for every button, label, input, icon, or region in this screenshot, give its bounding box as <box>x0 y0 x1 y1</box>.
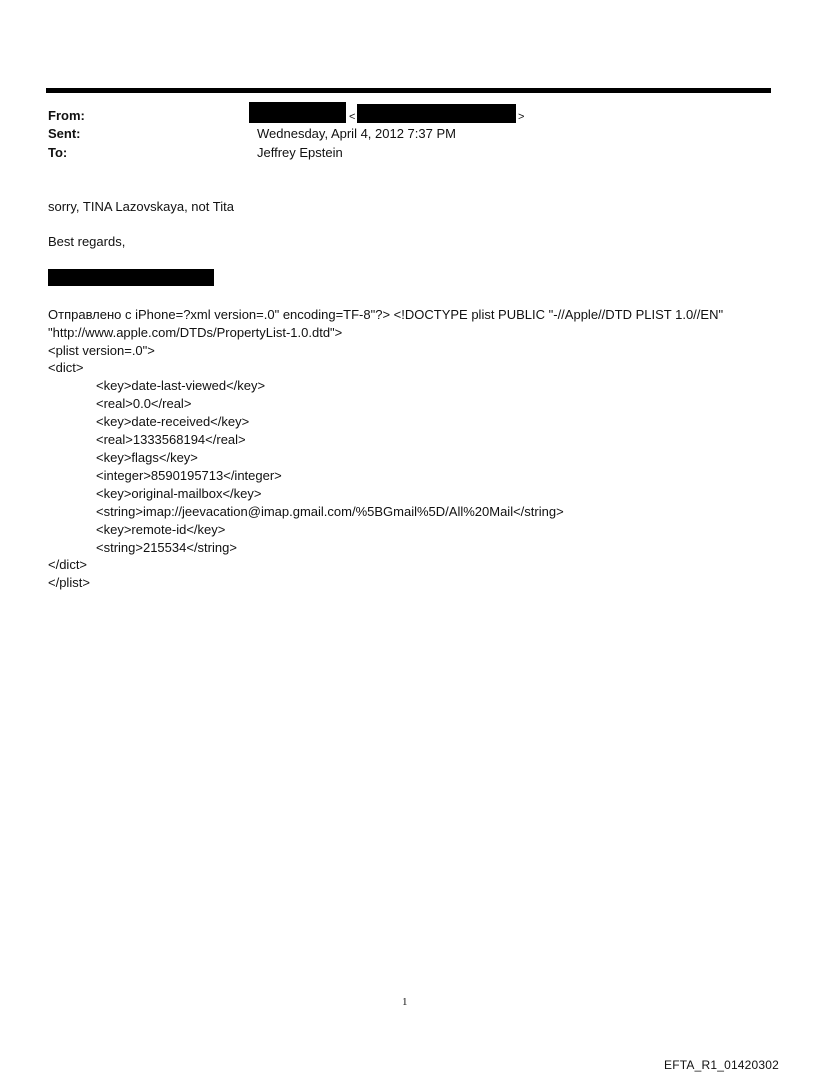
plist-line: <dict> <box>48 360 84 375</box>
from-label: From: <box>48 108 85 123</box>
plist-line: "http://www.apple.com/DTDs/PropertyList-1.0.dtd"> <box>48 325 343 340</box>
plist-line: <string>imap://jeevacation@imap.gmail.com/%5BGmail%5D/All%20Mail</string> <box>96 504 564 519</box>
plist-line: <real>0.0</real> <box>96 396 192 411</box>
redacted-signature <box>48 269 214 286</box>
plist-line: <key>original-mailbox</key> <box>96 486 262 501</box>
page-number: 1 <box>402 996 408 1008</box>
plist-line: <string>215534</string> <box>96 540 237 555</box>
closing-line: Best regards, <box>48 234 126 249</box>
to-value: Jeffrey Epstein <box>257 145 343 160</box>
plist-line: <plist version=.0"> <box>48 343 155 358</box>
plist-line: <key>date-last-viewed</key> <box>96 378 266 393</box>
plist-line: </plist> <box>48 575 90 590</box>
document-id: EFTA_R1_01420302 <box>664 1058 780 1072</box>
plist-line: </dict> <box>48 557 88 572</box>
sent-value: Wednesday, April 4, 2012 7:37 PM <box>257 126 456 141</box>
plist-line: <key>remote-id</key> <box>96 522 226 537</box>
from-close-bracket: > <box>518 111 525 123</box>
from-open-bracket: < <box>349 111 356 123</box>
plist-line: <integer>8590195713</integer> <box>96 468 282 483</box>
plist-line: <key>date-received</key> <box>96 414 250 429</box>
message-line: sorry, TINA Lazovskaya, not Tita <box>48 199 234 214</box>
redacted-sender-name <box>249 102 346 123</box>
plist-line: <key>flags</key> <box>96 450 198 465</box>
plist-line: <real>1333568194</real> <box>96 432 246 447</box>
to-label: To: <box>48 145 68 160</box>
plist-line: Отправлено с iPhone=?xml version=.0" encoding=TF-8"?> <!DOCTYPE plist PUBLIC "-//Apple//DTD PLIST 1.0//EN" <box>48 307 724 322</box>
sent-label: Sent: <box>48 126 81 141</box>
header-rule <box>46 88 771 93</box>
redacted-sender-email <box>357 104 516 123</box>
